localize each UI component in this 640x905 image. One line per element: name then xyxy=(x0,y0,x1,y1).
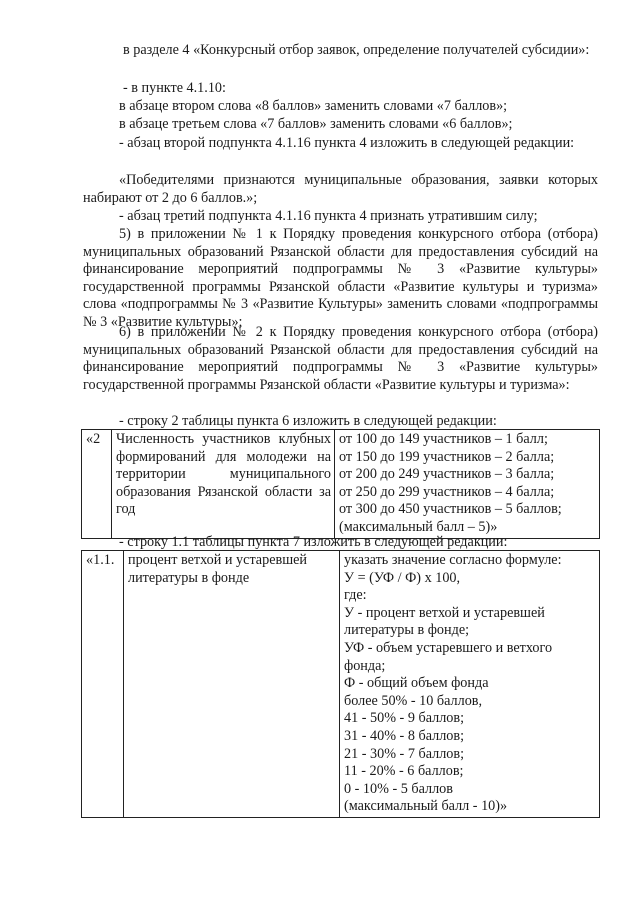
paragraph-4-1-16-void xyxy=(83,208,598,226)
text-row1-1-edit: - строку 1.1 таблицы пункта 7 изложить в следующей редакции: xyxy=(119,534,508,550)
table-row xyxy=(82,430,600,539)
score-line: (максимальный балл – 5)» xyxy=(339,518,498,535)
paragraph-item-4-1-10 xyxy=(83,80,598,98)
formula-line: УФ - объем устаревшего и ветхого фонда; xyxy=(344,639,553,674)
formula-line: 11 - 20% - 6 баллов; xyxy=(344,763,464,780)
score-line: от 100 до 149 участников – 1 балл; xyxy=(339,431,548,447)
formula-line: более 50% - 10 баллов, xyxy=(344,692,483,709)
paragraph-4-1-16 xyxy=(83,135,598,153)
formula-line: (максимальный балл - 10)» xyxy=(344,798,508,815)
score-line: от 150 до 199 участников – 2 балла; xyxy=(339,448,555,465)
table-cell-criterion: Численность участников клубных формирований для молодежи на территории муниципального образования Рязанской области за год xyxy=(112,430,335,539)
formula-line: 0 - 10% - 5 баллов xyxy=(344,780,453,797)
formula-line: У - процент ветхой и устаревшей литературы в фонде; xyxy=(344,604,545,639)
text-row2-edit: - строку 2 таблицы пункта 6 изложить в следующей редакции: xyxy=(119,413,497,429)
table-item7 xyxy=(81,550,600,818)
formula-line: У = (УФ / Ф) х 100, xyxy=(344,569,461,586)
text-item6: 6) в приложении № 2 к Порядку проведения конкурсного отбора (отбора) муниципальных образований Рязанской области для предоставления субсидий на финансирование мероприятий подпрограммы № 3 «Развитие культуры» государственной программы Рязанской области «Развитие культуры и туризма»: xyxy=(83,324,598,393)
paragraph-section4 xyxy=(83,42,598,60)
paragraph-para2 xyxy=(83,98,598,116)
table-row xyxy=(82,551,600,818)
score-line: от 300 до 450 участников – 5 баллов; xyxy=(339,501,562,518)
text-winners: «Победителями признаются муниципальные образования, заявки которых набирают от 2 до 6 баллов.»; xyxy=(83,172,598,206)
paragraph-item5 xyxy=(83,226,598,332)
formula-line: где: xyxy=(344,587,367,604)
table-cell-formula xyxy=(340,551,600,818)
formula-line: 21 - 30% - 7 баллов; xyxy=(344,745,465,762)
table-cell-number: «1.1. xyxy=(82,551,124,818)
text-item5: 5) в приложении № 1 к Порядку проведения конкурсного отбора (отбора) муниципальных образований Рязанской области для предоставления субсидий на финансирование мероприятий подпрограммы № 3 «Развитие культуры» государственной программы Рязанской области «Развитие культуры и туризма» слова «подпрограммы № 3 «Развитие Культуры» заменить словами «подпрограммы № 3 «Развитие культуры»; xyxy=(83,226,598,330)
text-section4-heading: в разделе 4 «Конкурсный отбор заявок, определение получателей субсидии»: xyxy=(123,42,590,58)
table-item6 xyxy=(81,429,600,539)
formula-line: 31 - 40% - 8 баллов; xyxy=(344,727,465,744)
text-item-4-1-10: - в пункте 4.1.10: xyxy=(123,80,226,96)
paragraph-winners xyxy=(83,172,598,207)
formula-line: Ф - общий объем фонда xyxy=(344,675,489,692)
formula-line: 41 - 50% - 9 баллов; xyxy=(344,710,465,727)
formula-line: указать значение согласно формуле: xyxy=(344,552,562,568)
paragraph-row2 xyxy=(83,413,598,431)
paragraph-para3 xyxy=(83,116,598,134)
paragraph-row1-1 xyxy=(83,534,598,552)
text-4-1-16-void: - абзац третий подпункта 4.1.16 пункта 4 признать утратившим силу; xyxy=(119,208,538,224)
paragraph-item6 xyxy=(83,324,598,394)
table-cell-criterion: процент ветхой и устаревшей литературы в фонде xyxy=(124,551,340,818)
score-line: от 200 до 249 участников – 3 балла; xyxy=(339,466,555,483)
text-4-1-16-edit: - абзац второй подпункта 4.1.16 пункта 4 изложить в следующей редакции: xyxy=(119,135,575,151)
text-para3-replace: в абзаце третьем слова «7 баллов» заменить словами «6 баллов»; xyxy=(119,116,513,132)
text-para2-replace: в абзаце втором слова «8 баллов» заменить словами «7 баллов»; xyxy=(119,98,508,114)
table-cell-number: «2 xyxy=(82,430,112,539)
score-line: от 250 до 299 участников – 4 балла; xyxy=(339,483,555,500)
table-cell-scores xyxy=(335,430,600,539)
